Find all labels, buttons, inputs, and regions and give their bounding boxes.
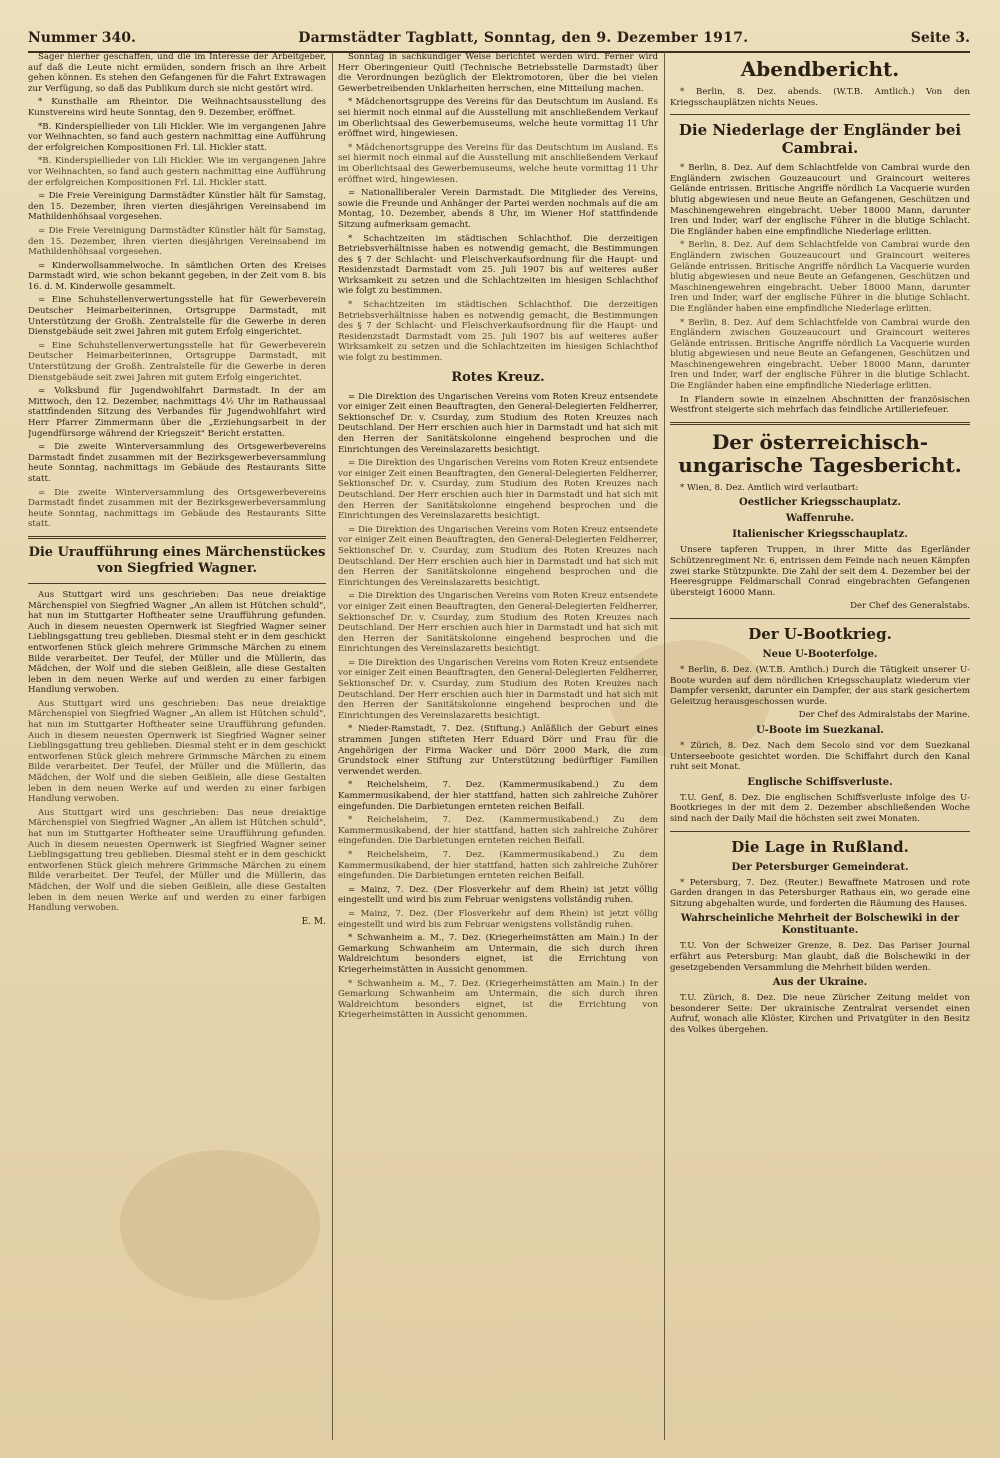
article-body: * Zürich, 8. Dez. Nach dem Secolo sind vor dem Suezkanal Unterseeboote gesichtet worden. Die Schiffahrt durch den Kanal ruht seit Monat. <box>670 740 970 773</box>
article-paragraph: Sonntag in sachkundiger Weise berichtet werden wird. Ferner wird Herr Oberingenieur Quitl (Technische Betriebsstelle Darmstadt) über die Verordnungen bezüglich der Elektromotoren, über die bei vielen Gewerbetreibenden Unklarheiten herrschen, eine Mitteilung machen. <box>338 52 658 94</box>
news-item: * Schwanheim a. M., 7. Dez. (Kriegerheimstätten am Main.) In der Gemarkung Schwanheim am Untermain, die sich durch ihren Waldreichtum besonders eignet, ist die Errichtung von Kriegerheimstätten in Aussicht genommen. <box>338 933 658 975</box>
news-item: * Reichelsheim, 7. Dez. (Kammermusikabend.) Zu dem Kammermusikabend, der hier stattfand, hatten sich zahlreiche Zuhörer eingefunden. Die Darbietungen ernteten reichen Beifall. <box>338 849 658 882</box>
news-item: * Mädchenortsgruppe des Vereins für das Deutschtum im Ausland. Es sei hiermit noch einmal auf die Ausstellung mit anschließendem Verkauf im Oberlichtsaal des Gewerbemuseums, welche heute vormittag 11 Uhr eröffnet wird, hingewiesen. <box>338 97 658 140</box>
news-item: = Eine Schuhstellenverwertungsstelle hat für Gewerbeverein Deutscher Heimarbeiterinnen, Ortsgruppe Darmstadt, mit Unterstützung der Großh. Zentralstelle für die Gewerbe in deren Dienstgebäude seit zwei Jahren mit gutem Erfolg eingerichtet. <box>28 295 326 338</box>
news-item: = Die Freie Vereinigung Darmstädter Künstler hält für Samstag, den 15. Dezember, ihren vierten diesjährigen Vereinsabend im Mathildenhöhsaal vorgesehen. <box>28 191 326 223</box>
news-item: * Reichelsheim, 7. Dez. (Kammermusikabend.) Zu dem Kammermusikabend, der hier stattfand, hatten sich zahlreiche Zuhörer eingefunden. Die Darbietungen ernteten reichen Beifall. <box>338 815 658 847</box>
article-body: = Die Direktion des Ungarischen Vereins vom Roten Kreuz entsendete vor einiger Zeit einen Beauftragten, den General-Delegierten Feldherrer, Sektionschef Dr. v. Csurday, zum Studium des Roten Kreuzes nach Deutschland. Der Herr erschien auch hier in Darmstadt und hat sich mit den Herren der Sanitätskolonne eingehend besprochen und die Einrichtungen des Vereinslazaretts besichtigt. <box>338 524 658 588</box>
news-item: = Die Freie Vereinigung Darmstädter Künstler hält für Samstag, den 15. Dezember, ihren vierten diesjährigen Vereinsabend im Mathildenhöhsaal vorgesehen. <box>28 225 326 258</box>
news-item: *B. Kinderspiellieder von Lili Hickler. Wie im vergangenen Jahre vor Weihnachten, so fand auch gestern nachmittag eine Aufführung der erfolgreichen Kompositionen Frl. Lil. Hickler statt. <box>28 121 326 153</box>
section-divider <box>670 618 970 619</box>
column-rule <box>332 52 333 1440</box>
article-body: = Die Direktion des Ungarischen Vereins vom Roten Kreuz entsendete vor einiger Zeit einen Beauftragten, den General-Delegierten Feldherrer, Sektionschef Dr. v. Csurday, zum Studium des Roten Kreuzes nach Deutschland. Der Herr erschien auch hier in Darmstadt und hat sich mit den Herren der Sanitätskolonne eingehend besprochen und die Einrichtungen des Vereinslazaretts besichtigt. <box>338 458 658 522</box>
column-left <box>28 52 326 1442</box>
report-signature: Der Chef des Admiralstabs der Marine. <box>798 710 970 721</box>
subheading: Waffenruhe. <box>785 513 855 525</box>
article-body: * Berlin, 8. Dez. Auf dem Schlachtfelde von Cambrai wurde den Engländern zwischen Gouzeaucourt und Graincourt weiteres Gelände entrissen. Britische Angriffe nördlich La Vacquerie wurden blutig abgewiesen und neue Beute an Gefangenen, Geschützen und Maschinengewehren eingebracht. Ueber 18000 Mann, darunter Iren und Inder, warf der englische Führer in die blutige Schlacht. Die Engländer haben eine empfindliche Niederlage erlitten. <box>670 317 970 392</box>
article-body: Aus Stuttgart wird uns geschrieben: Das neue dreiaktige Märchenspiel von Siegfried Wagner „An allem ist Hütchen schuld", hat nun im Stuttgarter Hoftheater seine Uraufführung gefunden. Auch in diesem neuesten Opernwerk ist Siegfried Wagner seiner Lieblingsgattung treu geblieben. Diesmal steht er in dem geschickt entworfenen Stück gleich mehrere Grimmsche Märchen zu einem Bilde verarbeitet. Der Teufel, der Müller und die Müllerin, das Mädchen, der Wolf und die sieben Geißlein, alle diese Gestalten leben in dem neuen Werke auf und werden zu einer farbigen Handlung verwoben. <box>28 698 326 805</box>
article-body: = Die Direktion des Ungarischen Vereins vom Roten Kreuz entsendete vor einiger Zeit einen Beauftragten, den General-Delegierten Feldherrer, Sektionschef Dr. v. Csurday, zum Studium des Roten Kreuzes nach Deutschland. Der Herr erschien auch hier in Darmstadt und hat sich mit den Herren der Sanitätskolonne eingehend besprochen und die Einrichtungen des Vereinslazaretts besichtigt. <box>338 591 658 655</box>
subheading: Aus der Ukraine. <box>772 977 868 989</box>
article-body: T.U. Von der Schweizer Grenze, 8. Dez. Das Pariser Journal erfährt aus Petersburg: Man glaubt, daß die Bolschewiki in der gesetzgebenden Versammlung die Mehrheit bilden werden. <box>670 941 970 973</box>
section-divider <box>28 536 326 539</box>
article-body: T.U. Zürich, 8. Dez. Die neue Züricher Zeitung meldet von besonderer Seite: Der ukrainische Zentralrat versendet einen Aufruf, wonach alle Klöster, Kirchen und Privatgüter in den Besitz des Volkes übergehen. <box>670 993 970 1035</box>
article-body: * Berlin, 8. Dez. Auf dem Schlachtfelde von Cambrai wurde den Engländern zwischen Gouzeaucourt und Graincourt weiteres Gelände entrissen. Britische Angriffe nördlich La Vacquerie wurden blutig abgewiesen und neue Beute an Gefangenen, Geschützen und Maschinengewehren eingebracht. Ueber 18000 Mann, darunter Iren und Inder, warf der englische Führer in die blutige Schlacht. Die Engländer haben eine empfindliche Niederlage erlitten. <box>670 240 970 314</box>
news-item: * Schachtzeiten im städtischen Schlachthof. Die derzeitigen Betriebsverhältnisse haben es notwendig gemacht, die Bestimmungen des § 7 der Schlacht- und Fleischverkaufsordnung für die Haupt- und Residenzstadt Darmstadt vom 25. Juli 1907 bis auf weiteres außer Wirksamkeit zu setzen und die Schlachtzeiten im hiesigen Schlachthof wie folgt zu bestimmen. <box>338 300 658 364</box>
news-item: * Mädchenortsgruppe des Vereins für das Deutschtum im Ausland. Es sei hiermit noch einmal auf die Ausstellung mit anschließendem Verkauf im Oberlichtsaal des Gewerbemuseums, welche heute vormittag 11 Uhr eröffnet wird, hingewiesen. <box>338 142 658 185</box>
article-headline: Der U-Bootkrieg. <box>748 625 892 643</box>
article-body: = Die Direktion des Ungarischen Vereins vom Roten Kreuz entsendete vor einiger Zeit einen Beauftragten, den General-Delegierten Feldherrer, Sektionschef Dr. v. Csurday, zum Studium des Roten Kreuzes nach Deutschland. Der Herr erschien auch hier in Darmstadt und hat sich mit den Herren der Sanitätskolonne eingehend besprochen und die Einrichtungen des Vereinslazaretts besichtigt. <box>338 657 658 721</box>
article-body: * Petersburg, 7. Dez. (Reuter.) Bewaffnete Matrosen und rote Garden drangen in das Petersburger Rathaus ein, wo gerade eine Sitzung abgehalten wurde, und forderten die Räumung des Hauses. <box>670 877 970 909</box>
news-item: * Wien, 8. Dez. Amtlich wird verlautbart: <box>680 482 859 493</box>
news-item: = Die zweite Winterversammlung des Ortsgewerbevereins Darmstadt findet zusammen mit der Bezirksgewerbeversammlung heute Sonntag, nachmittags im Gebäude des Restaurants Sitte statt. <box>28 442 326 484</box>
issue-number: Nummer 340. <box>28 30 136 46</box>
headline-divider <box>28 583 326 584</box>
news-item: * Berlin, 8. Dez. abends. (W.T.B. Amtlich.) Von den Kriegsschauplätzen nichts Neues. <box>670 87 970 108</box>
subheading: U-Boote im Suezkanal. <box>756 724 884 736</box>
column-right <box>670 52 970 1442</box>
news-item: = Die zweite Winterversammlung des Ortsgewerbevereins Darmstadt findet zusammen mit der Bezirksgewerbeversammlung heute Sonntag, nachmittags im Gebäude des Restaurants Sitte statt. <box>28 487 326 530</box>
article-headline: Der österreichisch-ungarische Tagesbericht. <box>678 429 962 477</box>
report-signature: Der Chef des Generalstabs. <box>850 601 970 612</box>
subheading: Wahrscheinliche Mehrheit der Bolschewiki in der Konstituante. <box>680 913 960 937</box>
news-item: = Nationalliberaler Verein Darmstadt. Die Mitglieder des Vereins, sowie die Freunde und Anhänger der Partei werden nochmals auf die am Montag, 10. Dezember, abends 8 Uhr, im Wiener Hof stattfindende Sitzung aufmerksam gemacht. <box>338 188 658 230</box>
section-divider <box>670 422 970 425</box>
subheading: Neue U-Booterfolge. <box>762 649 878 660</box>
article-headline: Die Lage in Rußland. <box>731 837 909 856</box>
article-body: = Die Direktion des Ungarischen Vereins vom Roten Kreuz entsendete vor einiger Zeit einen Beauftragten, den General-Delegierten Feldherrer, Sektionschef Dr. v. Csurday, zum Studium des Roten Kreuzes nach Deutschland. Der Herr erschien auch hier in Darmstadt und hat sich mit den Herren der Sanitätskolonne eingehend besprochen und die Einrichtungen des Vereinslazaretts besichtigt. <box>338 391 658 455</box>
section-headline-red-cross: Rotes Kreuz. <box>451 369 545 385</box>
news-item: *B. Kinderspiellieder von Lili Hickler. Wie im vergangenen Jahre vor Weihnachten, so fand auch gestern nachmittag eine Aufführung der erfolgreichen Kompositionen Frl. Lil. Hickler statt. <box>28 156 326 188</box>
article-body: Aus Stuttgart wird uns geschrieben: Das neue dreiaktige Märchenspiel von Siegfried Wagner „An allem ist Hütchen schuld", hat nun im Stuttgarter Hoftheater seine Uraufführung gefunden. Auch in diesem neuesten Opernwerk ist Siegfried Wagner seiner Lieblingsgattung treu geblieben. Diesmal steht er in dem geschickt entworfenen Stück gleich mehrere Grimmsche Märchen zu einem Bilde verarbeitet. Der Teufel, der Müller und die Müllerin, das Mädchen, der Wolf und die sieben Geißlein, alle diese Gestalten leben in dem neuen Werke auf und werden zu einer farbigen Handlung verwoben. <box>28 807 326 914</box>
news-item: * Nieder-Ramstadt, 7. Dez. (Stiftung.) Anläßlich der Geburt eines strammen Jungen stifteten Herr Eduard Dörr und Frau für die Angehörigen der Firma Wacker und Dörr 2000 Mark, die zum Grundstock einer Stiftung zur Unterstützung bedürftiger Familien verwendet werden. <box>338 724 658 777</box>
article-body: In Flandern sowie in einzelnen Abschnitten der französischen Westfront steigerte sich mehrfach das feindliche Artilleriefeuer. <box>670 394 970 416</box>
section-headline-evening-report: Abendbericht. <box>740 57 900 81</box>
article-signature: E. M. <box>301 916 326 927</box>
subheading: Der Petersburger Gemeinderat. <box>731 861 909 873</box>
news-item: * Kunsthalle am Rheintor. Die Weihnachtsausstellung des Kunstvereins wird heute Sonntag, den 9. Dezember, eröffnet. <box>28 97 326 118</box>
article-body: T.U. Genf, 8. Dez. Die englischen Schiffsverluste infolge des U-Bootkrieges in der mit dem 2. Dezember abschließenden Woche sind nach der Daily Mail die höchsten seit zwei Monaten. <box>670 792 970 824</box>
news-item: = Volksbund für Jugendwohlfahrt Darmstadt. In der am Mittwoch, den 12. Dezember, nachmittags 4½ Uhr im Rathaussaal stattfindenden Sitzung des Verbandes für Jugendwohlfahrt wird Herr Pfarrer Zimmermann über die „Erziehungsarbeit in der Jugendfürsorge während der Kriegszeit" Bericht erstatten. <box>28 386 326 439</box>
masthead <box>28 28 970 53</box>
subheading: Oestlicher Kriegsschauplatz. <box>739 497 901 509</box>
news-item: = Kinderwollsammelwoche. In sämtlichen Orten des Kreises Darmstadt wird, wie schon bekannt gegeben, in der Zeit vom 8. bis 16. d. M. Kinderwolle gesammelt. <box>28 260 326 292</box>
news-item: * Reichelsheim, 7. Dez. (Kammermusikabend.) Zu dem Kammermusikabend, der hier stattfand, hatten sich zahlreiche Zuhörer eingefunden. Die Darbietungen ernteten reichen Beifall. <box>338 780 658 812</box>
article-headline: Die Niederlage der Engländer bei Cambrai. <box>678 121 962 158</box>
news-item: = Eine Schuhstellenverwertungsstelle hat für Gewerbeverein Deutscher Heimarbeiterinnen, Ortsgruppe Darmstadt, mit Unterstützung der Großh. Zentralstelle für die Gewerbe in deren Dienstgebäude seit zwei Jahren mit gutem Erfolg eingerichtet. <box>28 340 326 383</box>
article-body: * Berlin, 8. Dez. (W.T.B. Amtlich.) Durch die Tätigkeit unserer U-Boote wurden auf dem nördlichen Kriegsschauplatz wiederum vier Dampfer versenkt, darunter ein Dampfer, der aus stark gesichertem Geleitzug herausgeschossen wurde. <box>670 665 970 707</box>
article-body: Unsere tapferen Truppen, in ihrer Mitte das Egerländer Schützenregiment Nr. 6, entrissen dem Feinde nach neuen Kämpfen zwei starke Stützpunkte. Die Zahl der seit dem 4. Dezember bei der Heeresgruppe Feldmarschall Conrad eingebrachten Gefangenen übersteigt 16000 Mann. <box>670 545 970 598</box>
newspaper-title: Darmstädter Tagblatt, Sonntag, den 9. Dezember 1917. <box>298 30 749 46</box>
news-item: * Schwanheim a. M., 7. Dez. (Kriegerheimstätten am Main.) In der Gemarkung Schwanheim am Untermain, die sich durch ihren Waldreichtum besonders eignet, ist die Errichtung von Kriegerheimstätten in Aussicht genommen. <box>338 978 658 1021</box>
column-rule <box>664 52 665 1440</box>
news-item: * Schachtzeiten im städtischen Schlachthof. Die derzeitigen Betriebsverhältnisse haben es notwendig gemacht, die Bestimmungen des § 7 der Schlacht- und Fleischverkaufsordnung für die Haupt- und Residenzstadt Darmstadt vom 25. Juli 1907 bis auf weiteres außer Wirksamkeit zu setzen und die Schlachtzeiten im hiesigen Schlachthof wie folgt zu bestimmen. <box>338 233 658 297</box>
article-paragraph: Sager hierher geschaffen, und die im Interesse der Arbeitgeber, auf daß die Leute nicht ermüden, sondern frisch an ihre Arbeit gehen können. Es stehen den Gefangenen für die Fahrt Extrawagen zur Verfügung, so daß das Publikum durch sie nicht gestört wird. <box>28 52 326 94</box>
news-item: = Mainz, 7. Dez. (Der Flosverkehr auf dem Rhein) ist jetzt völlig eingestellt und wird bis zum Februar wenigstens vollständig ruhen. <box>338 884 658 906</box>
section-divider <box>670 831 970 832</box>
article-headline: Die Uraufführung eines Märchenstückes von Siegfried Wagner. <box>28 544 326 576</box>
column-middle <box>338 52 658 1442</box>
article-body: * Berlin, 8. Dez. Auf dem Schlachtfelde von Cambrai wurde den Engländern zwischen Gouzeaucourt und Graincourt weiteres Gelände entrissen. Britische Angriffe nördlich La Vacquerie wurden blutig abgewiesen und neue Beute an Gefangenen, Geschützen und Maschinengewehren eingebracht. Ueber 18000 Mann, darunter Iren und Inder, warf der englische Führer in die blutige Schlacht. Die Engländer haben eine empfindliche Niederlage erlitten. <box>670 163 970 237</box>
subheading: Italienischer Kriegsschauplatz. <box>732 529 908 541</box>
page-number: Seite 3. <box>910 30 970 46</box>
article-body: Aus Stuttgart wird uns geschrieben: Das neue dreiaktige Märchenspiel von Siegfried Wagner „An allem ist Hütchen schuld", hat nun im Stuttgarter Hoftheater seine Uraufführung gefunden. Auch in diesem neuesten Opernwerk ist Siegfried Wagner seiner Lieblingsgattung treu geblieben. Diesmal steht er in dem geschickt entworfenen Stück gleich mehrere Grimmsche Märchen zu einem Bilde verarbeitet. Der Teufel, der Müller und die Müllerin, das Mädchen, der Wolf und die sieben Geißlein, alle diese Gestalten leben in dem neuen Werke auf und werden zu einer farbigen Handlung verwoben. <box>28 589 326 696</box>
news-item: = Mainz, 7. Dez. (Der Flosverkehr auf dem Rhein) ist jetzt völlig eingestellt und wird bis zum Februar wenigstens vollständig ruhen. <box>338 908 658 930</box>
subheading: Englische Schiffsverluste. <box>747 776 893 788</box>
section-divider <box>670 114 970 115</box>
